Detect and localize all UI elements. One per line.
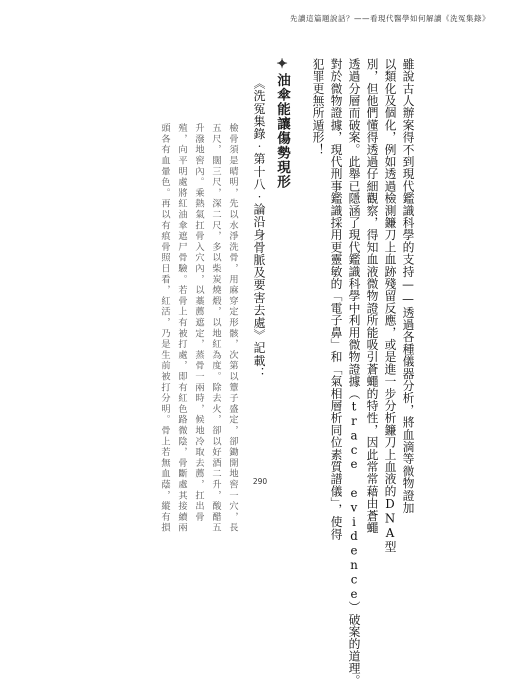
quote-text-column: 五尺，闊三尺，深二尺，多以柴炭燒煅，以地紅為度。除去火，卻以好酒二升，酸醋五 [210,123,221,534]
body-text-column: 犯罪更無所遁形！ [311,58,325,156]
body-text-column: 對於微物證據，現代刑事鑑識採用更靈敏的「電子鼻」和「氣相層析同位素質譜儀」，使得 [329,58,343,541]
quote-text-column: 殖，向平明處將紅油傘遮尸骨驗。若骨上有被打處，即有紅色路微陰，骨斷處其接續兩 [176,123,187,534]
quote-text-column: 頭各有血暈色。再以有痕骨照日看，紅活，乃是生前被打分明。骨上若無血蔭，縱有損 [159,123,170,534]
body-text-column: 別，但他們懂得透過仔細觀察，得知血液微物證所能吸引蒼蠅的特性，因此常常藉由蒼蠅 [365,58,379,534]
section-heading [275,56,289,256]
section-heading-text: 油傘能讓傷勢現形 [274,73,290,189]
body-text-column: 以類化及個化，例如透過檢測鐮刀上血跡殘留反應，或是進一步分析鐮刀上血液的DNA型 [383,58,397,553]
quote-text-column: 檢骨須是晴明，先以水淨洗骨，用麻穿定形骸，次第以簟子盛定，卻鋤開地窖一穴，長 [227,123,238,534]
body-text-column: 透過分層而破案。此舉已隱涵了現代鑑識科學中利用微物證據（trace evidence）破案的道理。 [347,58,361,687]
diamond-ornament-icon: ✦ [274,56,290,73]
body-text-column: 雖說古人辦案得不到現代鑑識科學的支持——透過各種儀器分析，將血滴等微物證加 [401,58,415,514]
running-header: 先讀這篇題說話？——看現代醫學如何解讀《洗冤集錄》 [290,14,490,23]
page-number: 290 [252,477,268,486]
source-citation: 《洗冤集錄‧第十八‧論沿身骨脈及要害去處》記載： [252,77,266,380]
quote-text-column: 升潑地窖內。乘熱氣扛骨入穴內，以藁薦遮定，蒸骨一兩時，候地冷取去薦，扛出骨 [193,123,204,523]
